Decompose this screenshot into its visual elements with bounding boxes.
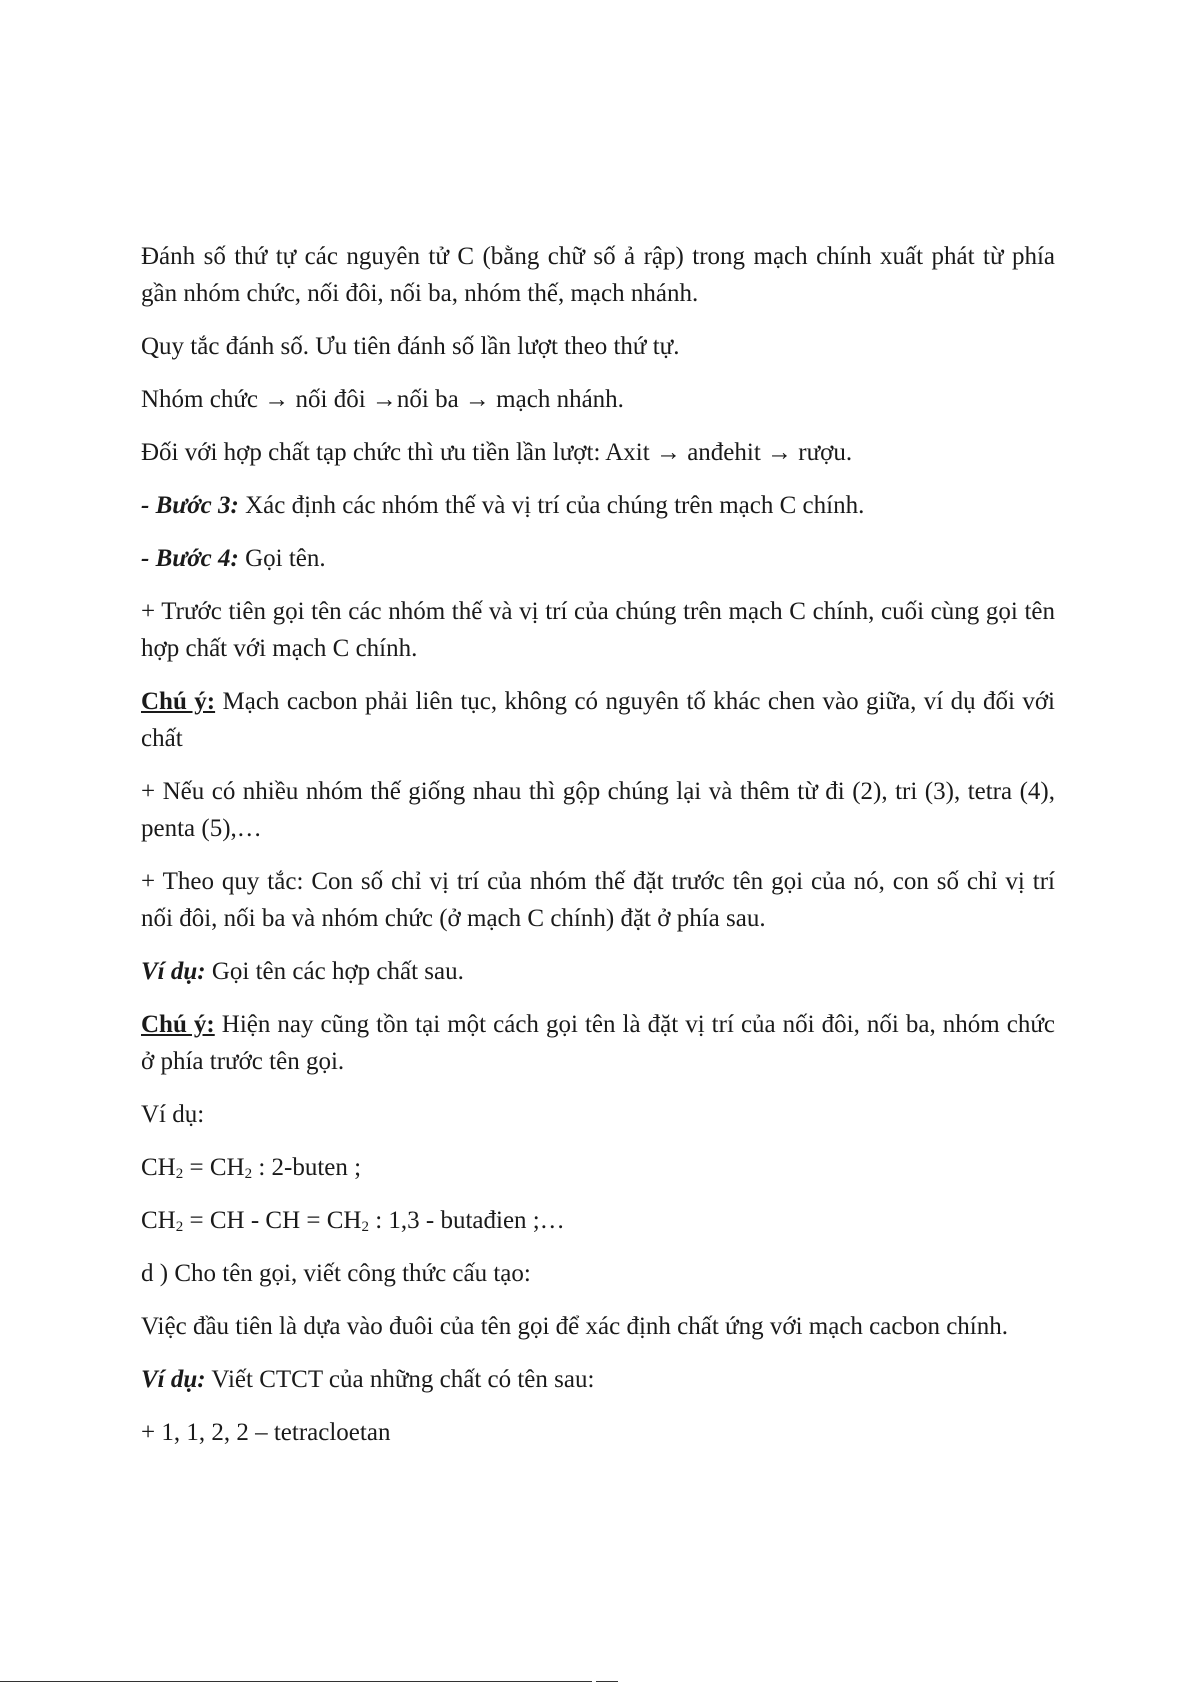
footer-divider-short — [596, 1681, 618, 1682]
paragraph-tetrachloroethane: + 1, 1, 2, 2 – tetracloetan — [141, 1419, 391, 1446]
note-label: Chú ý: — [141, 688, 216, 715]
formula-butene-part-b: = CH — [183, 1154, 245, 1181]
footer-divider — [0, 1681, 592, 1682]
step-3-text: Xác định các nhóm thế và vị trí của chúng trên mạch C chính. — [238, 492, 865, 519]
paragraph-first-step-suffix: Việc đầu tiên là dựa vào đuôi của tên gọi để xác định chất ứng với mạch cacbon chính. — [141, 1313, 1008, 1340]
note-text: Mạch cacbon phải liên tục, không có nguyên tố khác chen vào giữa, ví dụ đối với chất — [141, 688, 1055, 752]
formula-butadiene — [141, 1202, 1055, 1239]
formula-butene-part-a: CH — [141, 1154, 176, 1181]
paragraph-section-d: d ) Cho tên gọi, viết công thức cấu tạo: — [141, 1260, 531, 1287]
example-text: Gọi tên các hợp chất sau. — [205, 958, 464, 985]
formula-butene — [141, 1149, 1055, 1186]
formula-butadiene-sub-a: 2 — [175, 1219, 184, 1235]
paragraph-position-numbers: + Theo quy tắc: Con số chỉ vị trí của nhóm thế đặt trước tên gọi của nó, con số chỉ vị trí nối đôi, nối ba và nhóm chức (ở mạch C chính) đặt ở phía sau. — [141, 868, 1055, 932]
paragraph-step-3 — [141, 487, 1055, 524]
paragraph-mixed-function-priority: Đối với hợp chất tạp chức thì ưu tiền lần lượt: Axit → anđehit → rượu. — [141, 439, 853, 466]
paragraph-note-continuous-chain — [141, 683, 1055, 757]
paragraph-step-4 — [141, 540, 1055, 577]
note-text-2: Hiện nay cũng tồn tại một cách gọi tên là đặt vị trí của nối đôi, nối ba, nhóm chức ở phía trước tên gọi. — [141, 1011, 1056, 1075]
formula-butadiene-name: : 1,3 - butađien ;… — [368, 1207, 565, 1234]
example-label-2: Ví dụ: — [141, 1366, 206, 1393]
paragraph-multiplier-prefixes: + Nếu có nhiều nhóm thế giống nhau thì gộp chúng lại và thêm từ đi (2), tri (3), tetra (4), penta (5),… — [141, 778, 1055, 842]
paragraph-example-heading: Ví dụ: — [141, 1101, 205, 1128]
paragraph-example-naming — [141, 953, 1055, 990]
step-4-text: Gọi tên. — [238, 545, 326, 572]
note-label-2: Chú ý: — [141, 1011, 215, 1038]
paragraph-naming-order: + Trước tiên gọi tên các nhóm thế và vị trí của chúng trên mạch C chính, cuối cùng gọi tên hợp chất với mạch C chính. — [141, 598, 1055, 662]
step-3-label: - Bước 3: — [141, 492, 239, 519]
paragraph-priority-order: Nhóm chức → nối đôi →nối ba → mạch nhánh. — [141, 386, 624, 413]
formula-butadiene-part-b: = CH - CH = CH — [183, 1207, 362, 1234]
paragraph-note-alternative-naming — [141, 1006, 1055, 1080]
formula-butene-sub-a: 2 — [175, 1166, 184, 1182]
step-4-label: - Bước 4: — [141, 545, 239, 572]
example-text-2: Viết CTCT của những chất có tên sau: — [205, 1366, 595, 1393]
document-body — [141, 238, 1055, 1467]
formula-butene-name: : 2-buten ; — [252, 1154, 362, 1181]
paragraph-example-write-structure — [141, 1361, 1055, 1398]
formula-butadiene-sub-b: 2 — [361, 1219, 369, 1235]
paragraph-numbering-rule: Đánh số thứ tự các nguyên tử C (bằng chữ số ả rập) trong mạch chính xuất phát từ phía gần nhóm chức, nối đôi, nối ba, nhóm thế, mạch nhánh. — [141, 243, 1055, 307]
formula-butadiene-part-a: CH — [141, 1207, 176, 1234]
paragraph-numbering-priority: Quy tắc đánh số. Ưu tiên đánh số lần lượt theo thứ tự. — [141, 333, 680, 360]
formula-butene-sub-b: 2 — [244, 1166, 253, 1182]
example-label: Ví dụ: — [141, 958, 206, 985]
